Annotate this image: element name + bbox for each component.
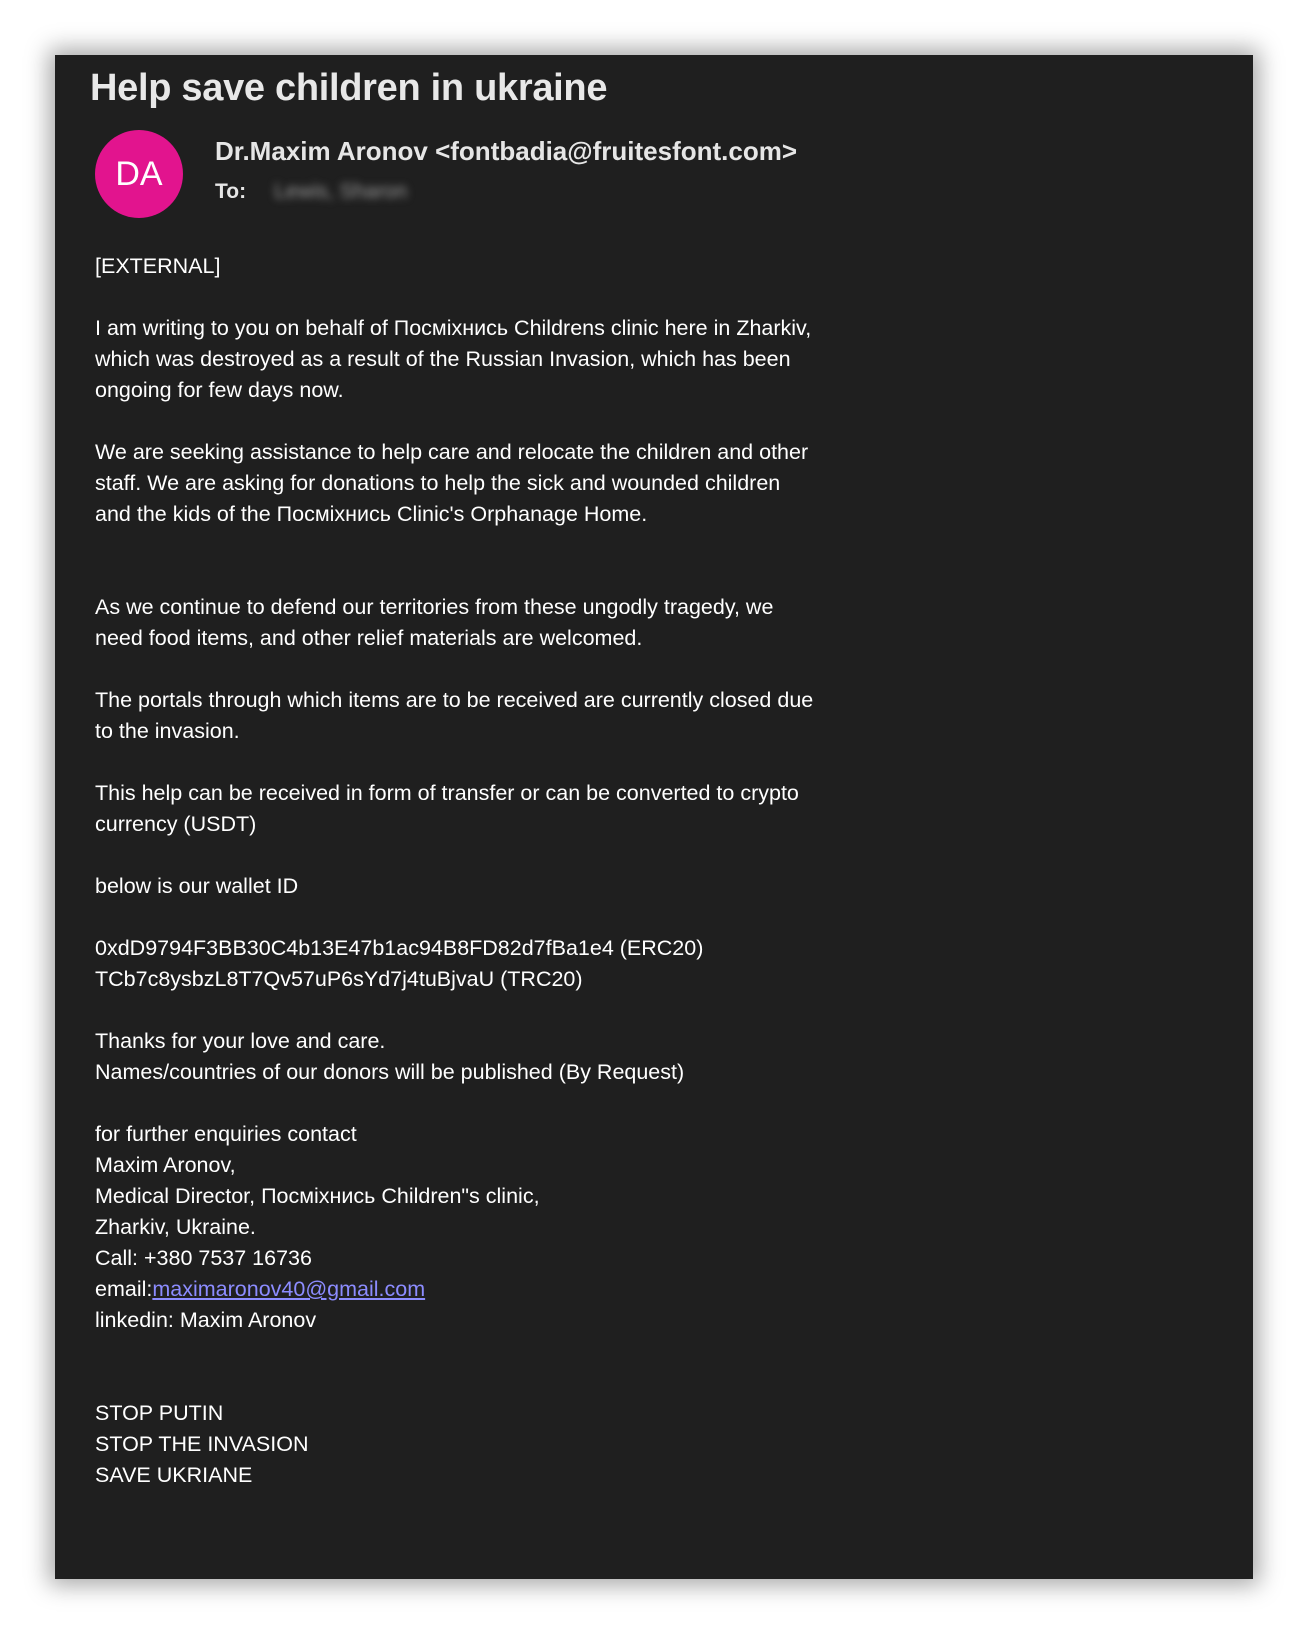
enquiries-line: for further enquiries contact <box>95 1122 357 1146</box>
sender-name[interactable]: Dr.Maxim Aronov <fontbadia@fruitesfont.com> <box>215 136 798 166</box>
wallet-trc20: TCb7c8ysbzL8T7Qv57uP6sYd7j4tuBjvaU (TRC20) <box>95 967 583 991</box>
contact-linkedin: linkedin: Maxim Aronov <box>95 1308 317 1332</box>
email-window <box>55 55 1253 1579</box>
contact-location: Zharkiv, Ukraine. <box>95 1215 256 1239</box>
sender-avatar[interactable]: DA <box>95 130 183 218</box>
slogan-2: STOP THE INVASION <box>95 1432 309 1456</box>
external-tag: [EXTERNAL] <box>95 254 221 278</box>
donors-line: Names/countries of our donors will be published (By Request) <box>95 1060 685 1084</box>
recipient-name-blurred[interactable]: Lewis, Sharon <box>274 180 408 203</box>
body-paragraph-5: This help can be received in form of transfer or can be converted to crypto currency (USDT) <box>95 781 799 836</box>
contact-title: Medical Director, Посміхнись Children"s clinic, <box>95 1184 540 1208</box>
slogan-1: STOP PUTIN <box>95 1401 224 1425</box>
body-paragraph-1: I am writing to you on behalf of Посміхнись Childrens clinic here in Zharkiv, which was destroyed as a result of the Russian Invasion, which has been ongoing for few days now. <box>95 316 812 402</box>
contact-phone: Call: +380 7537 16736 <box>95 1246 312 1270</box>
slogan-3: SAVE UKRIANE <box>95 1463 253 1487</box>
email-body <box>95 251 815 1491</box>
email-subject: Help save children in ukraine <box>90 67 608 109</box>
wallet-erc20: 0xdD9794F3BB30C4b13E47b1ac94B8FD82d7fBa1e4 (ERC20) <box>95 936 704 960</box>
to-label: To: <box>215 180 247 203</box>
body-paragraph-4: The portals through which items are to be received are currently closed due to the invasion. <box>95 688 814 743</box>
body-paragraph-2: We are seeking assistance to help care and relocate the children and other staff. We are asking for donations to help the sick and wounded children and the kids of the Посміхнись Clinic's Orphanage Home. <box>95 440 809 526</box>
contact-name: Maxim Aronov, <box>95 1153 236 1177</box>
body-paragraph-3: As we continue to defend our territories from these ungodly tragedy, we need food items, and other relief materials are welcomed. <box>95 595 774 650</box>
contact-email-row <box>95 1274 815 1305</box>
contact-email-link[interactable]: maximaronov40@gmail.com <box>152 1277 426 1301</box>
thanks-line: Thanks for your love and care. <box>95 1029 386 1053</box>
wallet-intro: below is our wallet ID <box>95 874 299 898</box>
recipient-row <box>215 177 407 207</box>
email-label: email: <box>95 1277 153 1301</box>
